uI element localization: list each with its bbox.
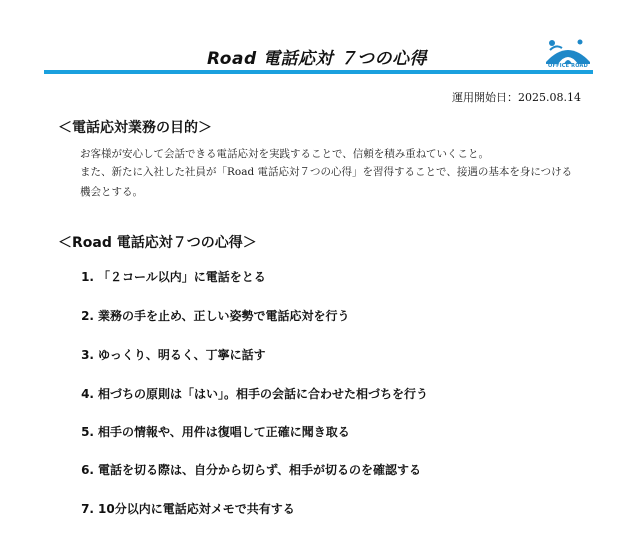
rule-number: 2.	[81, 309, 94, 323]
rule-item-7	[72, 500, 295, 517]
purpose-heading: ＜電話応対業務の目的＞	[58, 120, 212, 136]
rule-item-1	[72, 268, 266, 285]
start-date: 運用開始日：2025.08.14	[452, 91, 581, 104]
header-divider	[44, 70, 593, 74]
rule-number: 6.	[81, 463, 94, 477]
rule-number: 5.	[81, 425, 94, 439]
rule-text: 「２コール以内」に電話をとる	[98, 270, 266, 284]
rule-item-3	[72, 346, 266, 363]
rule-text: 電話を切る際は、自分から切らず、相手が切るのを確認する	[98, 463, 422, 477]
purpose-line-1: お客様が安心して会話できる電話応対を実践することで、信頼を積み重ねていくこと。	[80, 148, 490, 160]
rule-number: 7.	[81, 502, 94, 516]
rule-number: 1.	[81, 270, 94, 284]
rule-number: 4.	[81, 387, 94, 401]
rule-item-5	[72, 423, 350, 440]
rule-text: ゆっくり、明るく、丁寧に話す	[98, 348, 266, 362]
purpose-line-2: また、新たに入社した社員が「Road 電話応対７つの心得」を習得することで、接遇の基本を身につける機会とする。	[80, 166, 573, 198]
rule-text: 相づちの原則は「はい」。相手の会話に合わせた相づちを行う	[98, 387, 429, 401]
rule-item-6	[72, 461, 421, 478]
rule-item-2	[72, 307, 350, 324]
rule-text: 業務の手を止め、正しい姿勢で電話応対を行う	[98, 309, 350, 323]
logo-text: OFFICE ROAD	[548, 63, 588, 69]
rule-item-4	[72, 385, 428, 402]
page-title: Road 電話応対 ７つの心得	[207, 49, 427, 69]
rules-heading: ＜Road 電話応対７つの心得＞	[58, 235, 257, 251]
rule-text: 相手の情報や、用件は復唱して正確に聞き取る	[98, 425, 350, 439]
rule-text: 10分以内に電話応対メモで共有する	[98, 502, 295, 516]
rule-number: 3.	[81, 348, 94, 362]
